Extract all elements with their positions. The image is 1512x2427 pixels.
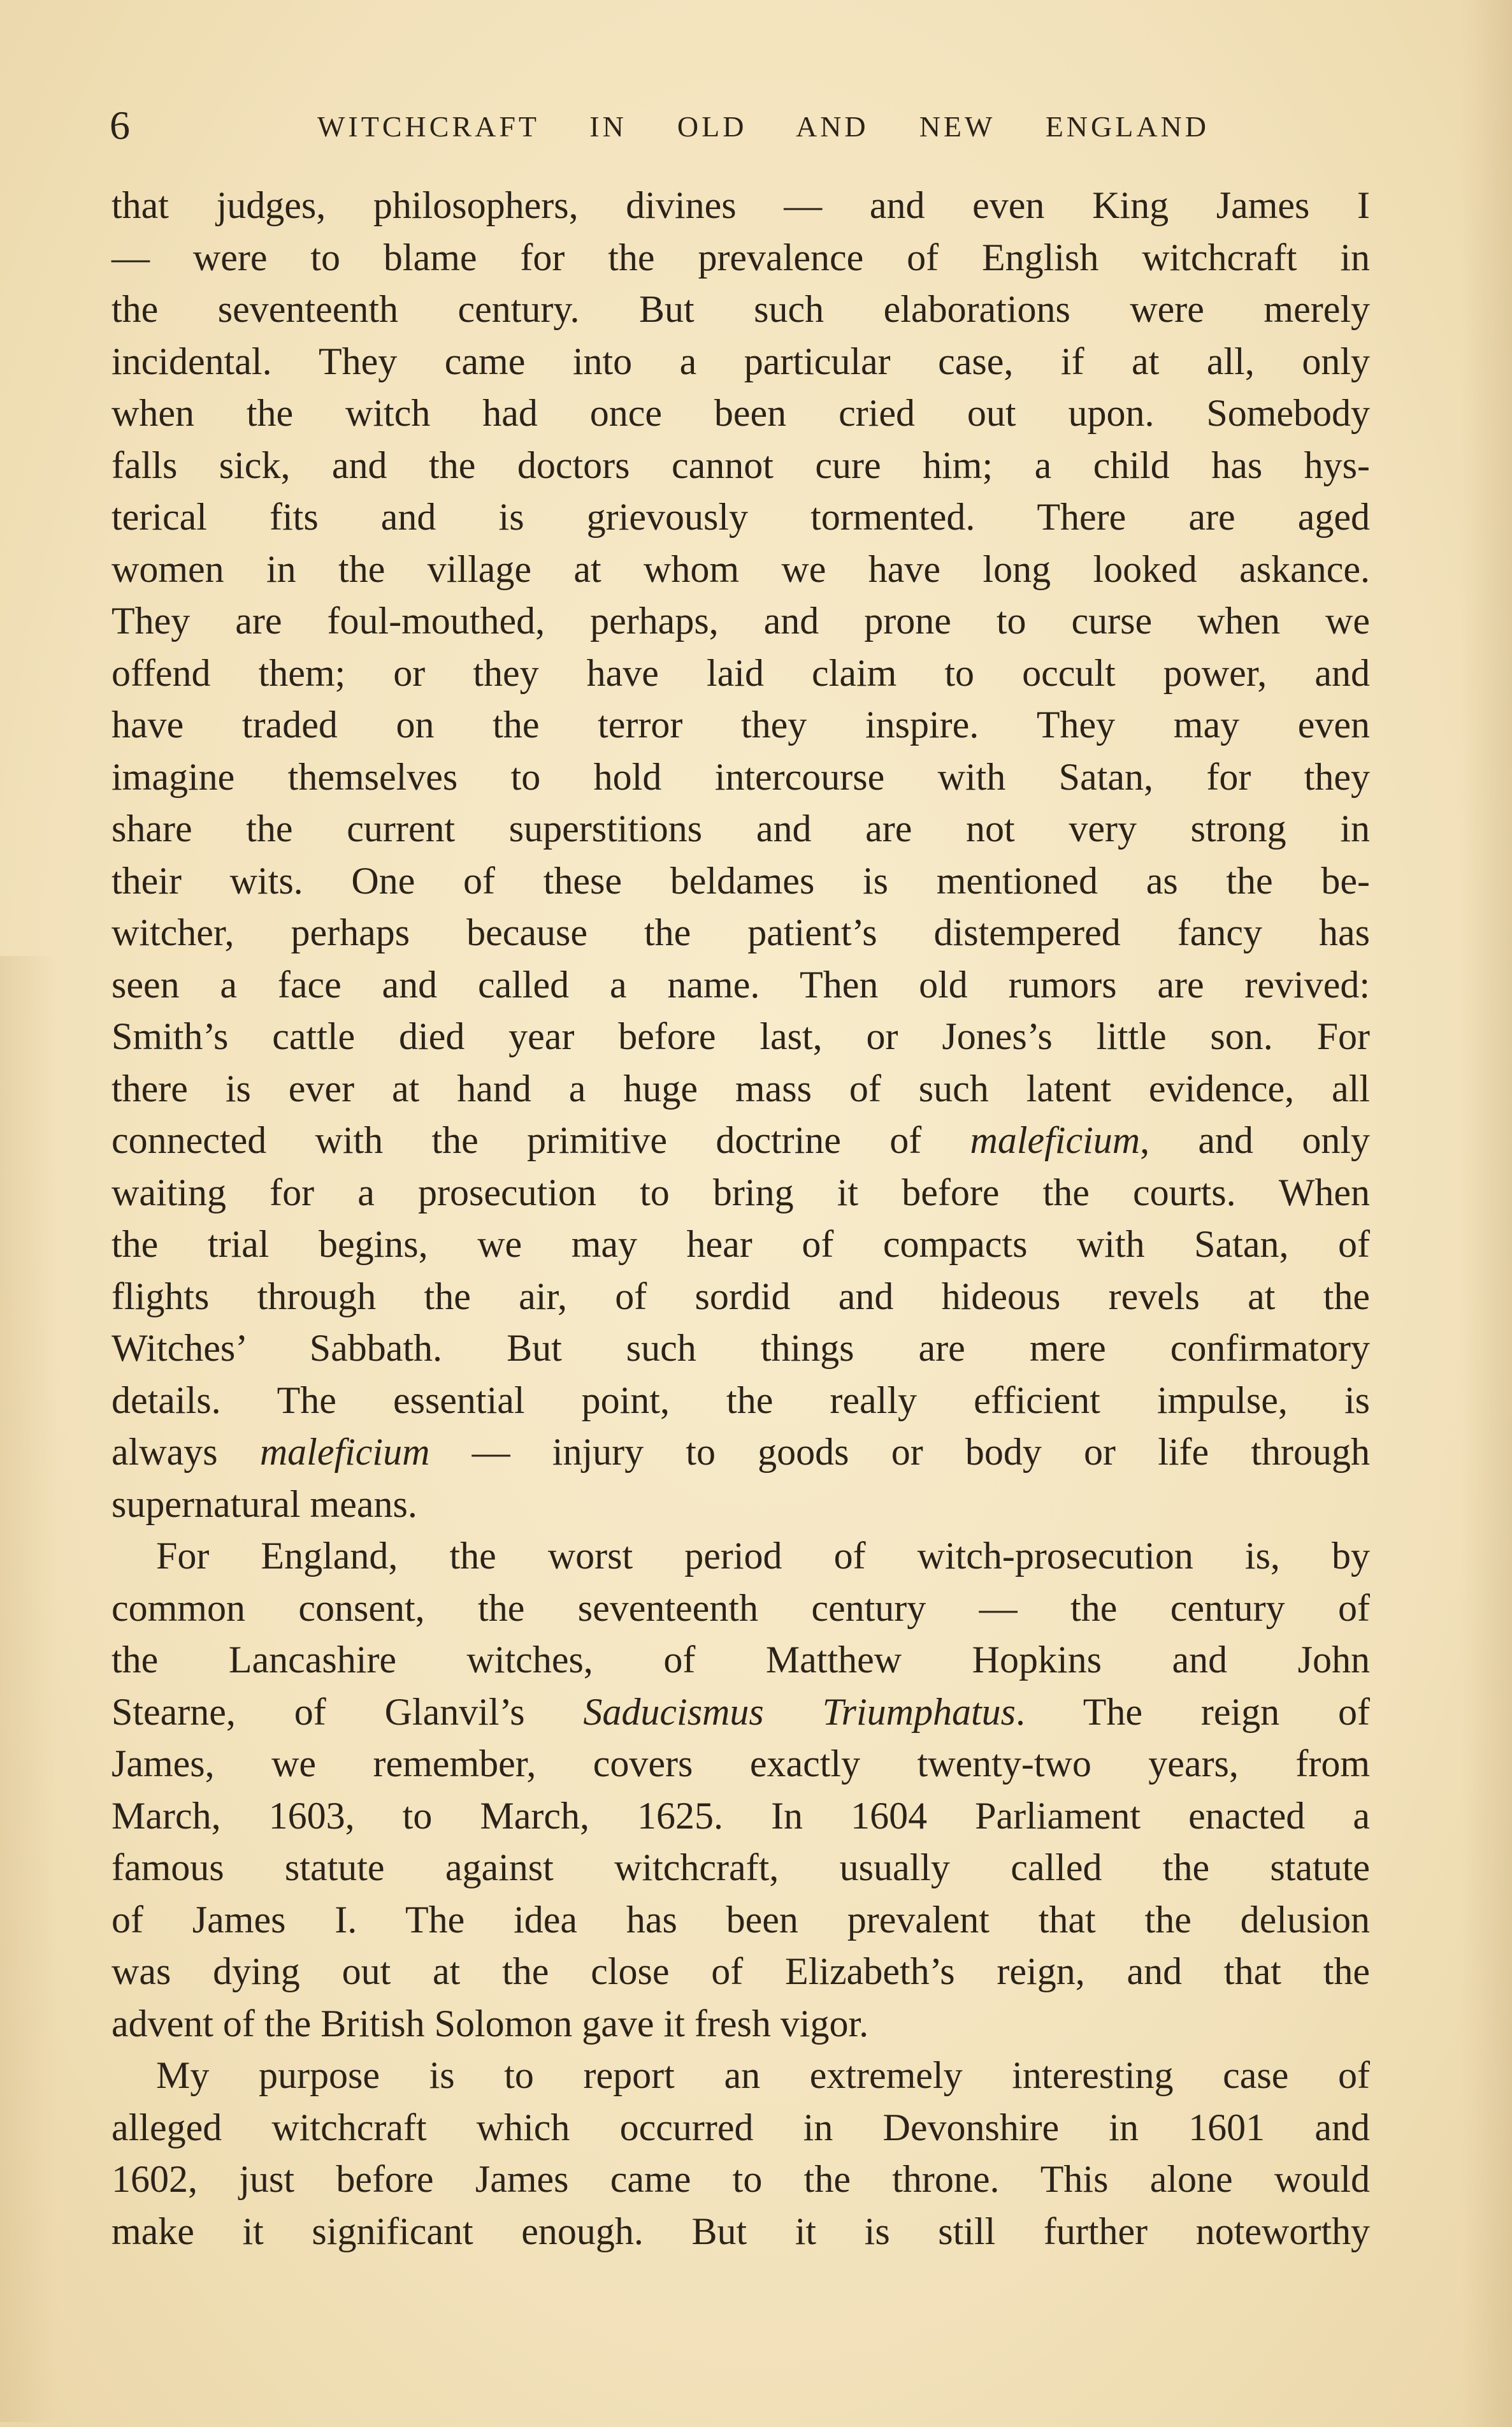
text-line (112, 491, 1370, 544)
text-line (112, 440, 1370, 492)
text-segment: — injury to goods or body or life through (429, 1431, 1370, 1473)
text-line (112, 284, 1370, 336)
text-segment: offend them; or they have laid claim to occult power, and (112, 651, 1370, 694)
text-segment: women in the village at whom we have long looked askance. (112, 547, 1370, 590)
text-segment: the seventeenth century. But such elaborations were merely (112, 288, 1370, 330)
text-line (112, 1271, 1370, 1323)
text-line (112, 1322, 1370, 1375)
text-line (112, 1790, 1370, 1843)
text-segment: incidental. They came into a particular case, if at all, only (112, 340, 1370, 382)
text-line (112, 699, 1370, 751)
text-segment: They are foul-mouthed, perhaps, and prone to curse when we (112, 600, 1370, 642)
text-segment: Witches’ Sabbath. But such things are mere confirmatory (112, 1327, 1370, 1369)
text-line (112, 1167, 1370, 1219)
text-segment: , and only (1140, 1119, 1370, 1161)
text-segment: make it significant enough. But it is still further noteworthy (112, 2210, 1370, 2252)
text-segment: imagine themselves to hold intercourse with Satan, for they (112, 755, 1370, 798)
text-line (112, 1842, 1370, 1894)
text-segment: their wits. One of these beldames is mentioned as the be- (112, 859, 1370, 902)
text-line (112, 2050, 1370, 2102)
text-line (112, 1011, 1370, 1063)
text-segment: details. The essential point, the really efficient impulse, is (112, 1379, 1370, 1421)
text-segment: supernatural means. (112, 1482, 417, 1525)
text-line (112, 232, 1370, 284)
text-segment: common consent, the seventeenth century — the century of (112, 1586, 1370, 1629)
text-segment: My purpose is to report an extremely interesting case of (156, 2054, 1370, 2096)
page-number: 6 (110, 103, 130, 148)
text-segment: Stearne, of Glanvil’s (112, 1690, 584, 1733)
text-line (112, 2206, 1370, 2258)
text-segment: when the witch had once been cried out upon. Somebody (112, 392, 1370, 434)
paper-stain (0, 956, 57, 2422)
text-line (112, 1894, 1370, 1946)
italic-term: Saducismus Triumphatus (583, 1690, 1016, 1733)
text-segment: witcher, perhaps because the patient’s distempered fancy has (112, 911, 1370, 953)
text-line (112, 1426, 1370, 1479)
text-line (112, 1946, 1370, 1998)
text-line (112, 2154, 1370, 2206)
text-segment: alleged witchcraft which occurred in Devonshire in 1601 and (112, 2106, 1370, 2148)
text-line (112, 1686, 1370, 1739)
text-line (112, 1738, 1370, 1790)
text-segment: famous statute against witchcraft, usually called the statute (112, 1846, 1370, 1888)
text-segment: there is ever at hand a huge mass of such latent evidence, all (112, 1067, 1370, 1110)
text-line (112, 544, 1370, 596)
text-segment: March, 1603, to March, 1625. In 1604 Parliament enacted a (112, 1794, 1370, 1837)
text-segment: connected with the primitive doctrine of (112, 1119, 970, 1161)
text-line (112, 803, 1370, 855)
text-segment: falls sick, and the doctors cannot cure him; a child has hys- (112, 444, 1370, 486)
text-segment: have traded on the terror they inspire. They may even (112, 704, 1370, 746)
body-text (112, 180, 1370, 2257)
text-line (112, 959, 1370, 1011)
text-line (112, 1634, 1370, 1686)
text-line (112, 1063, 1370, 1115)
text-line (112, 1530, 1370, 1583)
text-line (112, 1115, 1370, 1167)
text-line (112, 336, 1370, 388)
text-segment: was dying out at the close of Elizabeth’s reign, and that the (112, 1950, 1370, 1992)
text-line (112, 388, 1370, 440)
text-segment: flights through the air, of sordid and hideous revels at the (112, 1275, 1370, 1317)
running-head: WITCHCRAFT IN OLD AND NEW ENGLAND (317, 110, 1209, 143)
text-line (112, 648, 1370, 700)
text-line (112, 1583, 1370, 1635)
text-segment: terical fits and is grievously tormented. There are aged (112, 496, 1370, 538)
text-segment: For England, the worst period of witch-prosecution is, by (156, 1535, 1370, 1577)
page-edge-shadow (1461, 0, 1512, 2427)
text-segment: of James I. The idea has been prevalent that the delusion (112, 1898, 1370, 1941)
text-segment: — were to blame for the prevalence of English witchcraft in (112, 236, 1370, 279)
text-segment: 1602, just before James came to the throne. This alone would (112, 2158, 1370, 2200)
text-segment: James, we remember, covers exactly twenty-two years, from (112, 1742, 1370, 1785)
text-segment: . The reign of (1016, 1690, 1370, 1733)
text-line (112, 1375, 1370, 1427)
text-segment: the Lancashire witches, of Matthew Hopkins and John (112, 1639, 1370, 1681)
text-line (112, 180, 1370, 232)
text-segment: that judges, philosophers, divines — and even King James I (112, 184, 1370, 226)
italic-term: maleficium (259, 1431, 430, 1473)
text-line (112, 907, 1370, 959)
text-segment: Smith’s cattle died year before last, or Jones’s little son. For (112, 1015, 1370, 1057)
text-line (112, 1998, 1370, 2050)
text-line (112, 1219, 1370, 1271)
text-segment: seen a face and called a name. Then old rumors are revived: (112, 963, 1370, 1006)
text-segment: the trial begins, we may hear of compacts with Satan, of (112, 1223, 1370, 1265)
text-line (112, 2102, 1370, 2154)
text-segment: share the current superstitions and are not very strong in (112, 808, 1370, 850)
text-segment: waiting for a prosecution to bring it before the courts. When (112, 1171, 1370, 1214)
text-segment: advent of the British Solomon gave it fresh vigor. (112, 2002, 869, 2045)
text-line (112, 855, 1370, 908)
text-line (112, 1479, 1370, 1531)
text-line (112, 751, 1370, 804)
text-segment: always (112, 1431, 260, 1473)
italic-term: maleficium (970, 1119, 1141, 1161)
text-line (112, 595, 1370, 648)
